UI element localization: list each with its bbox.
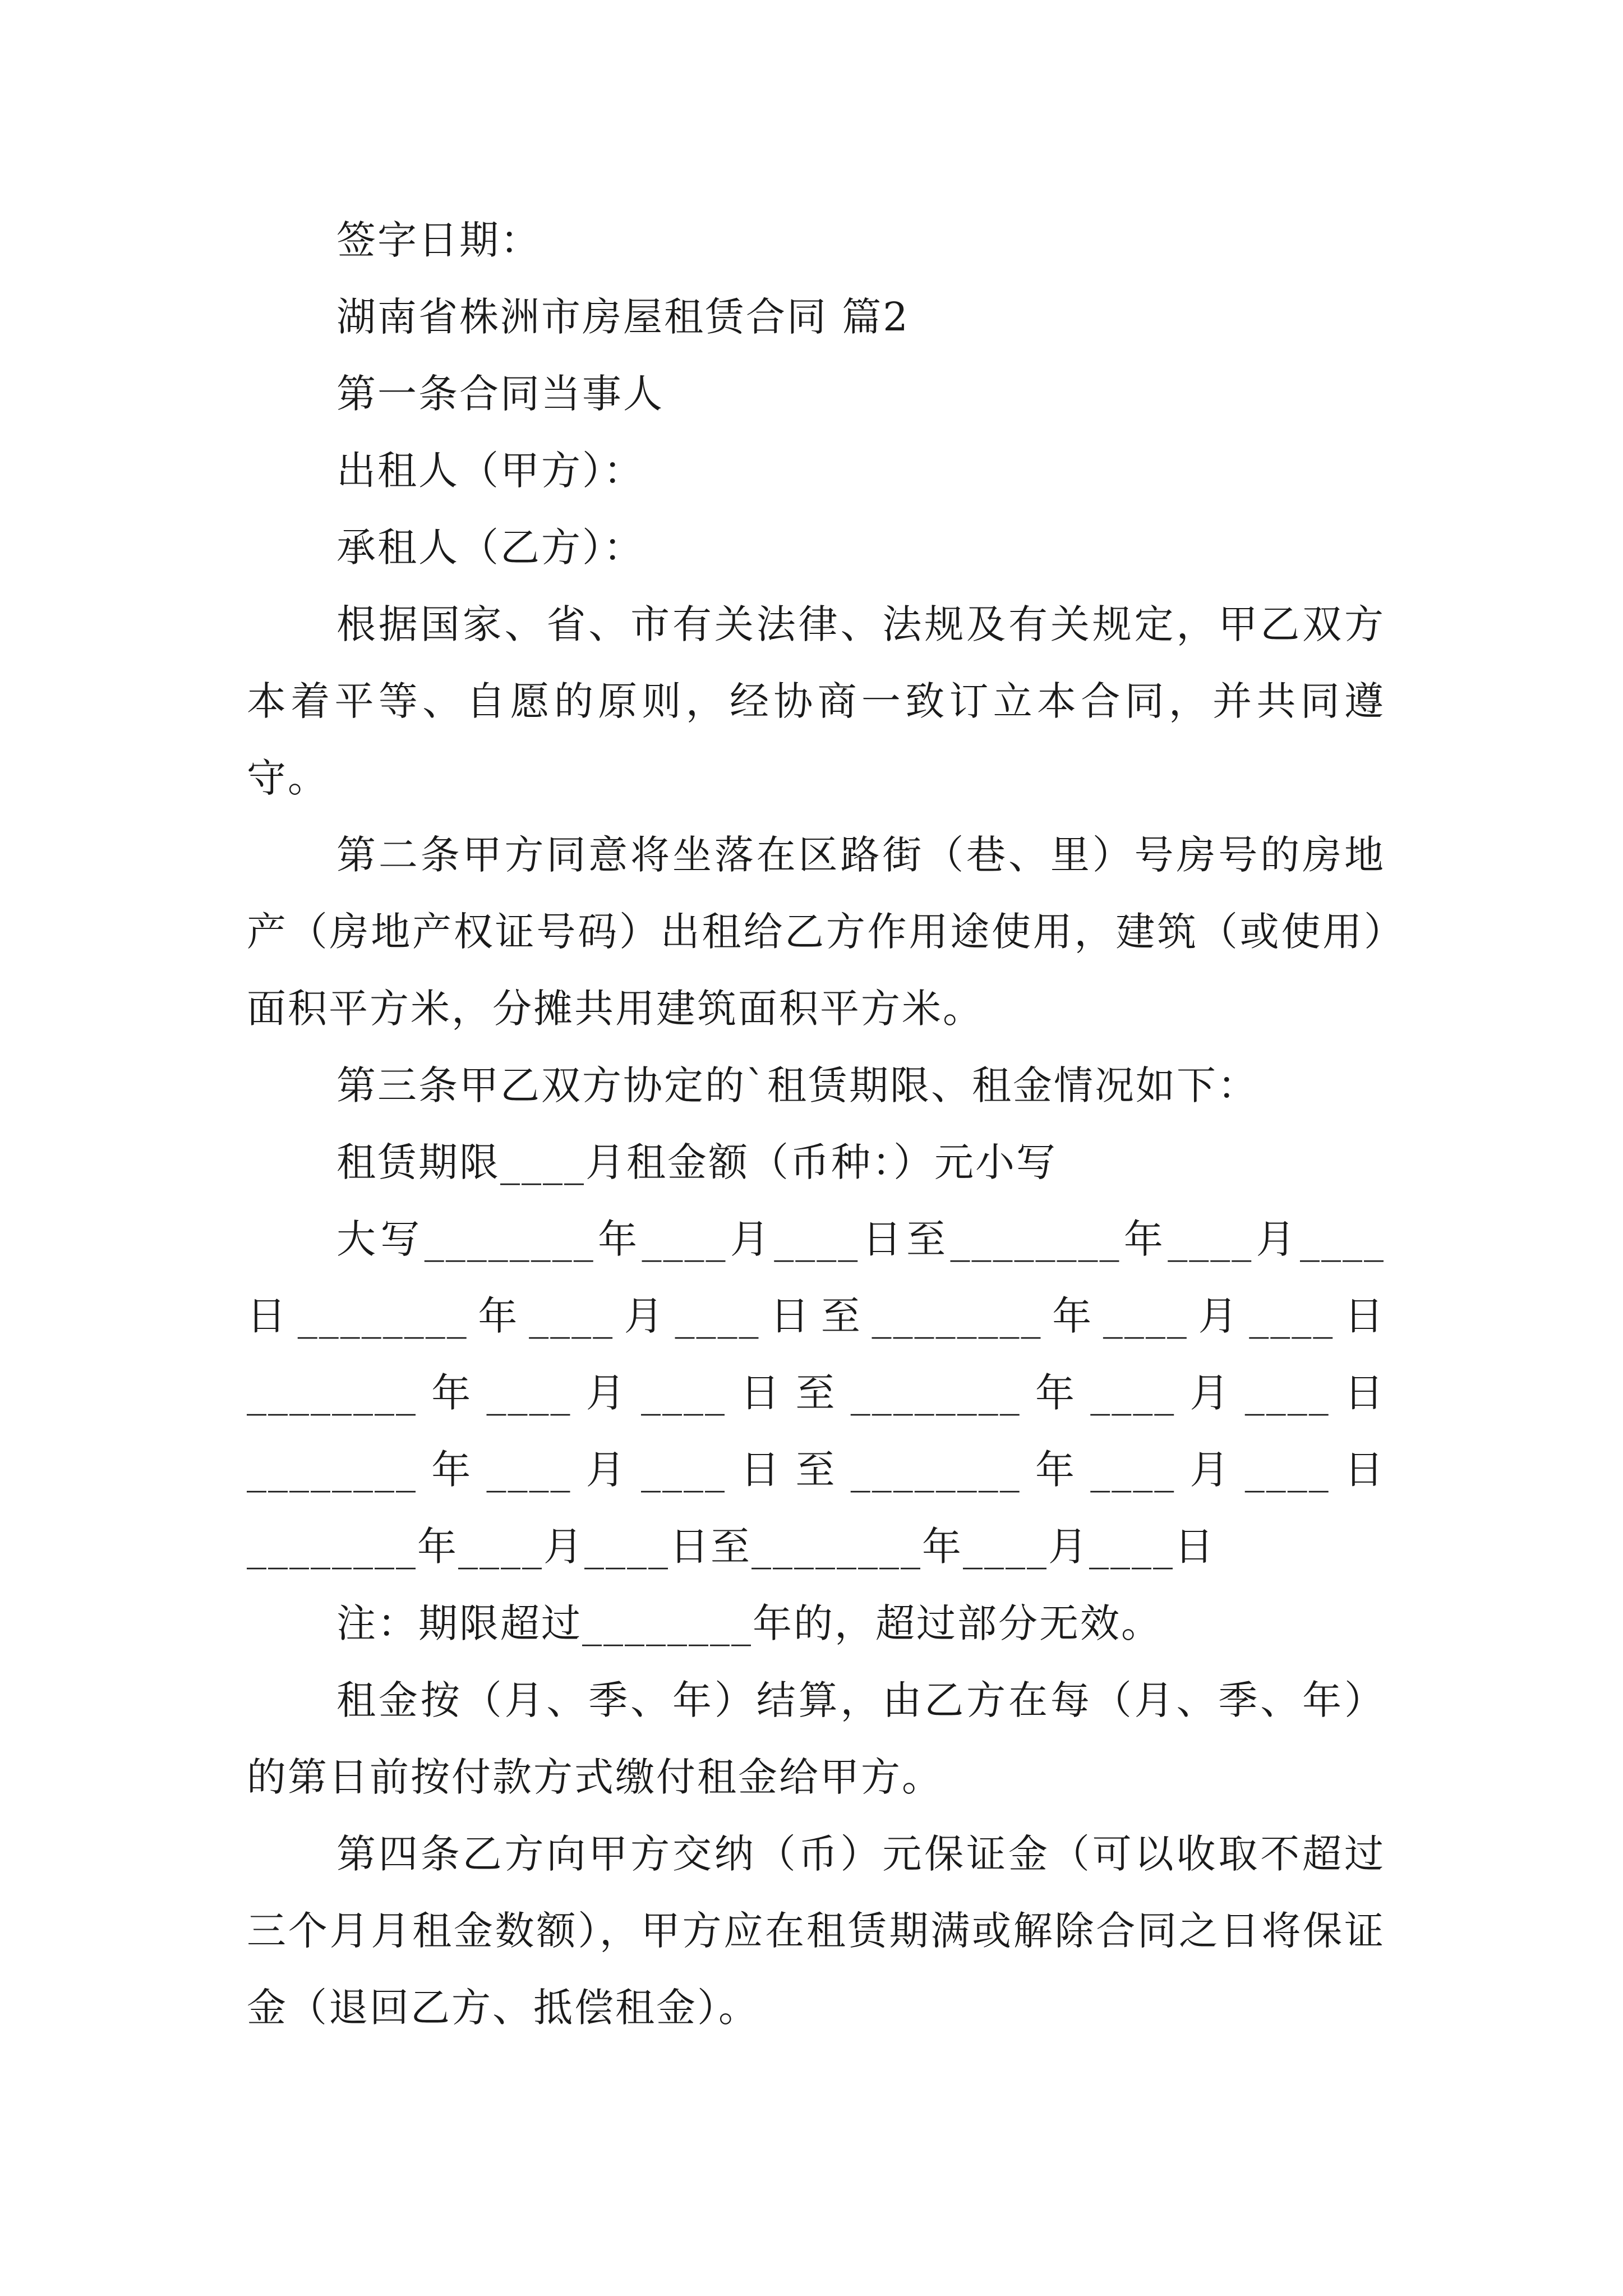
article4-paragraph: 第四条乙方向甲方交纳（币）元保证金（可以收取不超过三个月月租金数额），甲方应在租赁期满或解除合同之日将保证金（退回乙方、抵偿租金）。 [247,1831,1385,2031]
signature-date: 签字日期： [336,217,541,263]
document-title: 湖南省株洲市房屋租赁合同 篇2 [336,294,910,340]
rent-settlement-paragraph: 租金按（月、季、年）结算，由乙方在每（月、季、年）的第日前按付款方式缴付租金给甲方。 [247,1677,1385,1800]
article1-heading: 第一条合同当事人 [336,371,664,417]
date-line-1: 大写________年____月____日至________年____月____ [336,1216,1385,1262]
date-line-3: ________年____月____日至________年____月____日 [247,1370,1385,1416]
article3-paragraph: 第三条甲乙双方协定的`租赁期限、租金情况如下： [336,1062,1258,1108]
date-line-5: ________年____月____日至________年____月____日 [247,1524,1215,1570]
document-body [247,202,1385,2046]
lessor-line: 出租人（甲方）： [336,448,644,494]
lessee-line: 承租人（乙方）： [336,524,644,570]
lease-term-line: 租赁期限____月租金额（币种：）元小写 [336,1139,1057,1185]
note-line: 注：期限超过________年的，超过部分无效。 [336,1600,1162,1646]
date-line-4: ________年____月____日至________年____月____日 [247,1447,1385,1493]
article2-paragraph: 第二条甲方同意将坐落在区路街（巷、里）号房号的房地产（房地产权证号码）出租给乙方作用途使用，建筑（或使用）面积平方米，分摊共用建筑面积平方米。 [247,832,1385,1032]
date-line-2: 日________年____月____日至________年____月____日 [247,1293,1385,1339]
basis-paragraph: 根据国家、省、市有关法律、法规及有关规定，甲乙双方本着平等、自愿的原则，经协商一致订立本合同，并共同遵守。 [247,601,1385,801]
